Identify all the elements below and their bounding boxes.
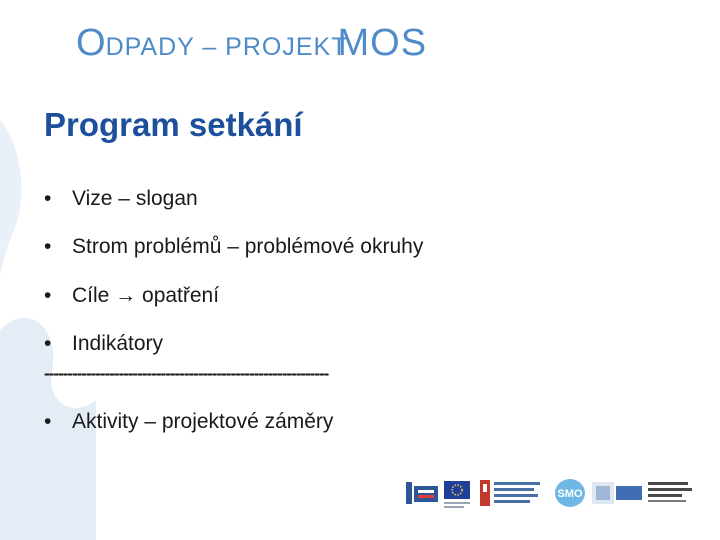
bullet-text: Strom problémů – problémové okruhy bbox=[72, 235, 424, 258]
separator-dashes: ------------------------------------------------------------- bbox=[44, 364, 329, 383]
esf-logo bbox=[406, 476, 438, 510]
bullet-dot: • bbox=[44, 410, 52, 433]
header-mos: MOS bbox=[337, 22, 428, 64]
op-lidske-zdroje-logo bbox=[480, 476, 542, 510]
footer-logos bbox=[406, 476, 696, 512]
header-word: DPADY – PROJEKT bbox=[105, 33, 348, 61]
page-title: Program setkání bbox=[44, 106, 303, 143]
bullet-item bbox=[44, 332, 163, 356]
svg-text:SMO: SMO bbox=[557, 488, 583, 500]
bullet-text: Vize – slogan bbox=[72, 187, 198, 210]
header-title bbox=[76, 24, 427, 62]
bullet-text: Cíle → opatření bbox=[72, 284, 220, 307]
bullet-dot: • bbox=[44, 332, 52, 355]
bullet-dot: • bbox=[44, 235, 52, 258]
bullet-dot: • bbox=[44, 187, 52, 210]
bullet-item bbox=[44, 235, 423, 259]
podporujeme-logo bbox=[648, 476, 696, 510]
bullet-item bbox=[44, 284, 219, 308]
bullet-item bbox=[44, 410, 333, 434]
smo-logo bbox=[554, 476, 586, 510]
bullet-text: Aktivity – projektové záměry bbox=[72, 410, 334, 433]
header-letter-o: O bbox=[76, 22, 106, 64]
bullet-item bbox=[44, 187, 198, 211]
bullet-dot: • bbox=[44, 284, 52, 307]
cz-logo bbox=[592, 476, 642, 510]
bullet-text: Indikátory bbox=[72, 332, 164, 355]
eu-flag-logo bbox=[442, 476, 472, 510]
